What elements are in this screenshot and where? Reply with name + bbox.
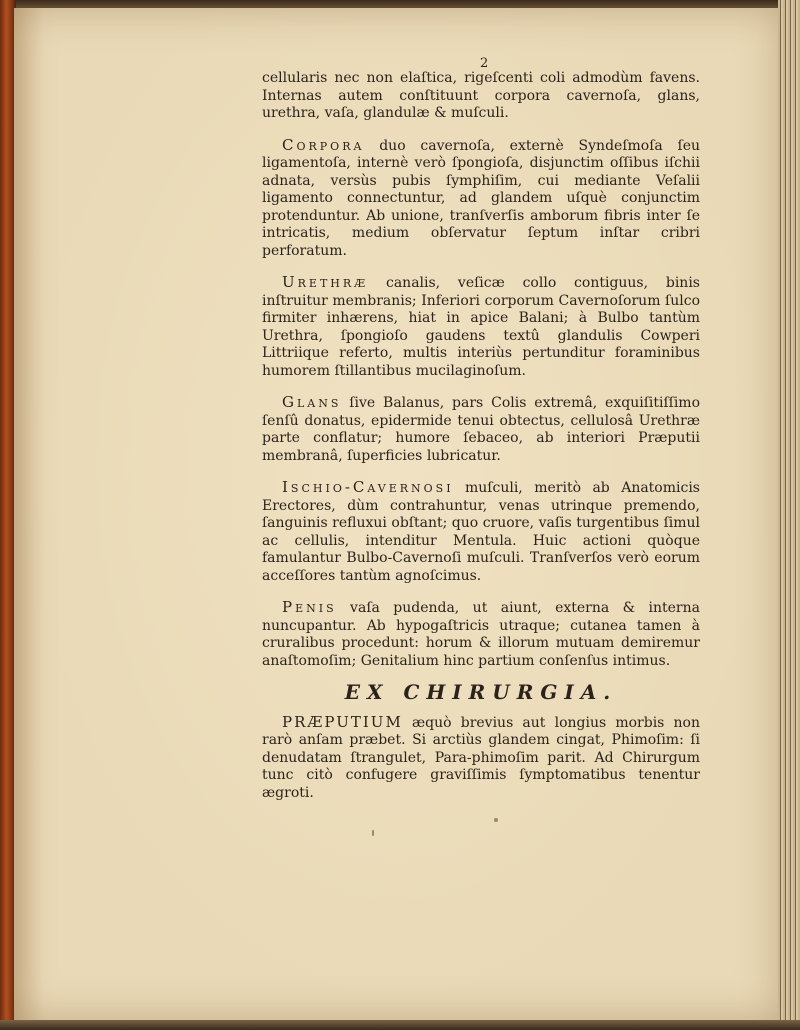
penis-text: vaſa pudenda, ut aiunt, externa & interna nuncupantur. Ab hypogaſtricis utraque; cutanea tamen à cruralibus procedunt: horum & illorum mutuam demiremur anaſtomoſim; Genitalium hinc partium conſenſus intimus. (262, 600, 700, 669)
corpora-lead-word: Corpora (282, 135, 365, 154)
praeputium-paragraph (262, 714, 700, 803)
urethrae-paragraph (262, 274, 700, 380)
page-stack-edge (778, 0, 800, 1030)
ischio-text: muſculi, meritò ab Anatomicis Erectores, dùm contrahuntur, venas utrinque premendo, ſanguinis refluxui obſtant; quo cruore, vaſis turgentibus ſimul ac cellulis, intenditur Mentula. Huic actioni quòque famulantur Bulbo-Cavernoſi muſculi. Tranſverſos verò eorum acceſſores tantùm agnoſcimus. (262, 480, 700, 584)
ink-speck (372, 830, 374, 836)
corpora-text: duo cavernoſa, externè Syndeſmoſa ſeu ligamentoſa, internè verò ſpongioſa, disjunctim oſſibus iſchii adnata, versùs pubis ſymphiſim, cui mediante Veſalii ligamento connectuntur, ad glandem uſquè conjunctim protenduntur. Ab unione, tranſverſis amborum fibris inter ſe intricatis, medium obſervatur ſeptum inſtar cribri perforatum. (262, 137, 700, 259)
section-heading: EX CHIRURGIA. (344, 680, 618, 704)
bottom-book-edge (0, 1020, 800, 1030)
praeputium-lead-word: PRÆPUTIUM (282, 712, 403, 731)
page-number: 2 (480, 56, 489, 71)
ischio-paragraph (262, 479, 700, 585)
ink-speck (494, 818, 498, 822)
corpora-paragraph (262, 137, 700, 261)
urethrae-text: canalis, veſicæ collo contiguus, binis inſtruitur membranis; Inferiori corporum Cavernoſorum ſulco firmiter inhærens, hiat in apice Balani; à Bulbo tantùm Urethra, ſpongioſo gaudens textû glandulis Cowperi Littriique referto, multis interiùs pertunditur foraminibus humorem ſtillantibus mucilaginoſum. (262, 275, 700, 379)
page-body (262, 56, 700, 816)
urethrae-lead-word: Urethræ (282, 273, 369, 291)
glans-text: ſive Balanus, pars Colis extremâ, exquiſitiſſimo ſenſû donatus, epidermide tenui obtectus, cellulosâ Urethræ parte conflatur; humore ſebaceo, ab interiori Præputii membranâ, ſuperficies lubricatur. (262, 395, 700, 464)
glans-lead-word: Glans (282, 393, 342, 411)
ischio-lead-word: Ischio-Cavernosi (282, 478, 454, 496)
glans-paragraph (262, 394, 700, 465)
penis-paragraph (262, 599, 700, 670)
intro-paragraph: cellularis nec non elaſtica, rigeſcenti coli admodùm favens. Internas autem conſtituunt corpora cavernoſa, glans, urethra, vaſa, glandulæ & muſculi. (262, 70, 700, 121)
praeputium-text: æquò brevius aut longius morbis non rarò anſam præbet. Si arctiùs glandem cingat, Phimoſim: ſi denudatam ſtrangulet, Para-phimoſim parit. Ad Chirurgum tunc citò confugere graviſſimis ſymptomatibus tenentur ægroti. (262, 714, 700, 801)
penis-lead-word: Penis (282, 598, 337, 616)
